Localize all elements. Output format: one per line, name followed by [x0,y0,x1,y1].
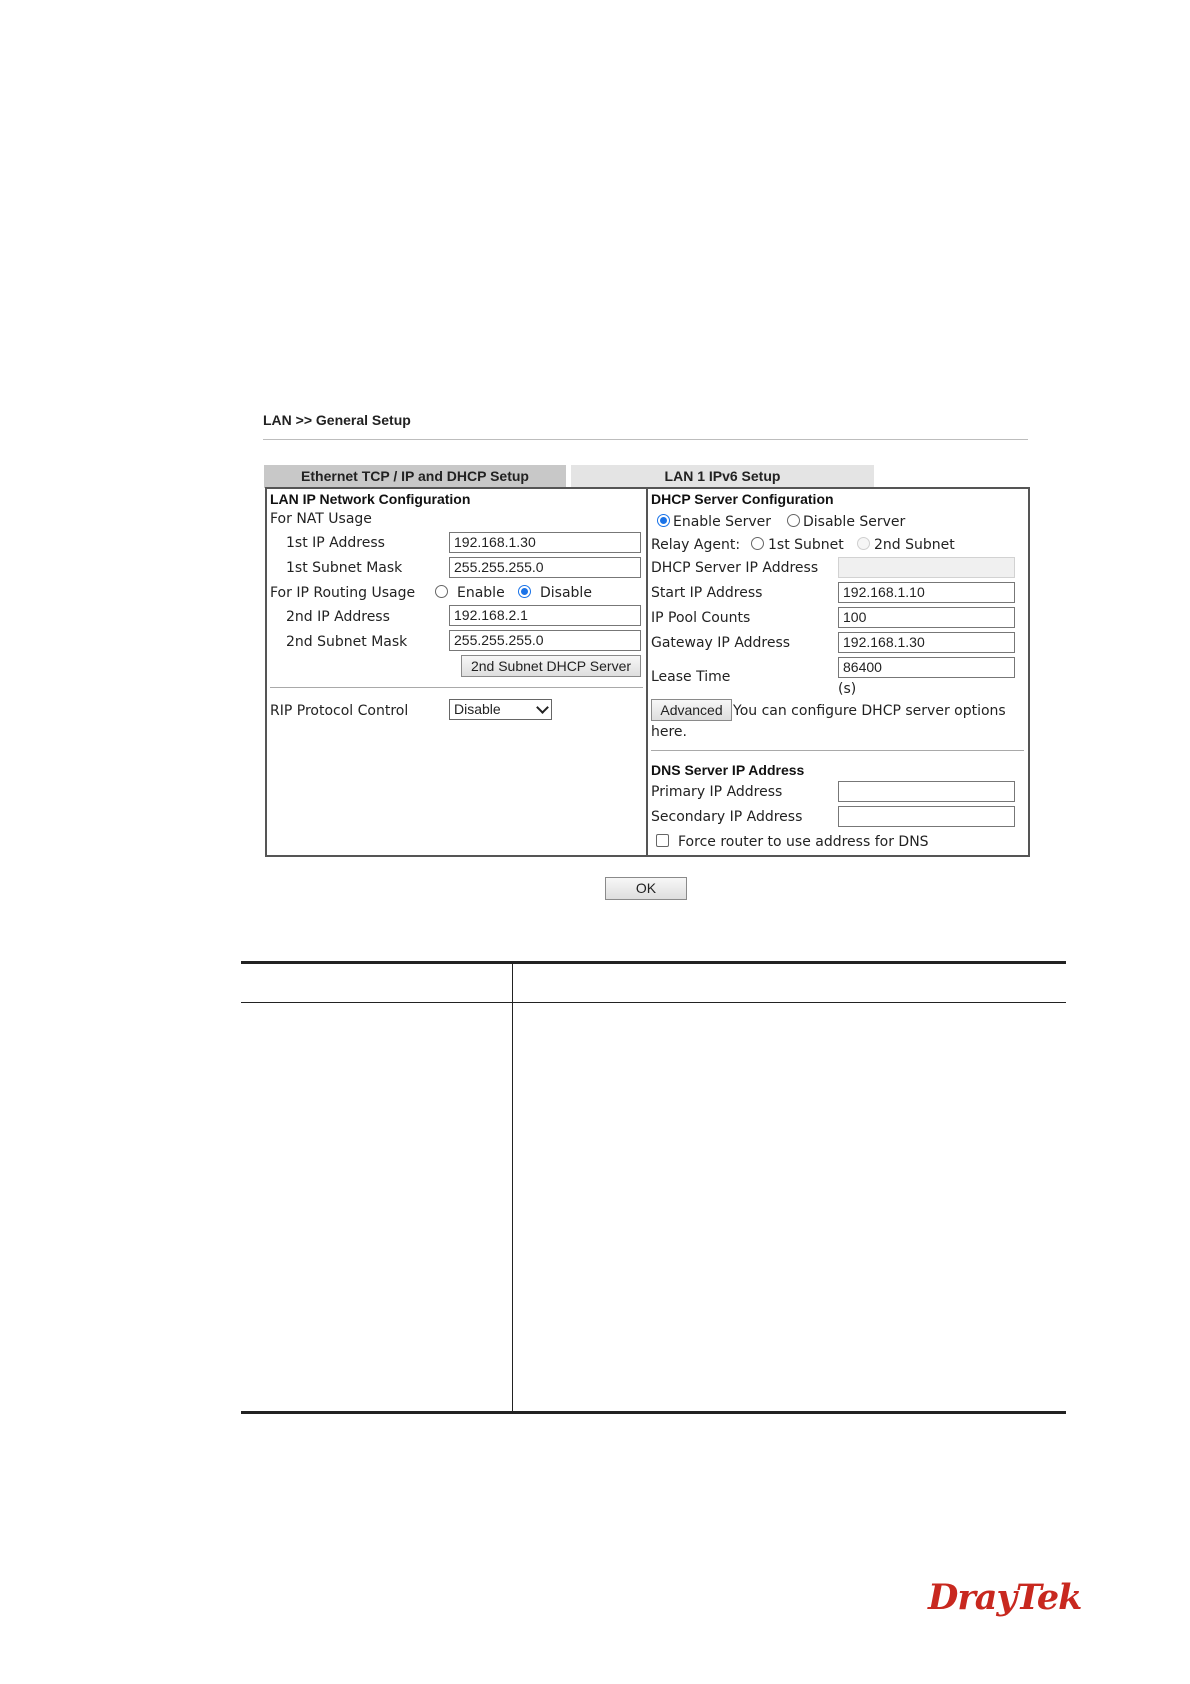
dns-heading: DNS Server IP Address [651,762,805,778]
relay-2nd-label: 2nd Subnet [874,537,955,553]
mask1-input[interactable]: 255.255.255.0 [449,557,641,578]
mask1-label: 1st Subnet Mask [286,560,403,576]
gateway-ip-input[interactable]: 192.168.1.30 [838,632,1015,653]
title-divider [263,439,1028,440]
routing-usage-label: For IP Routing Usage [270,585,416,601]
pool-counts-label: IP Pool Counts [651,610,751,626]
table-bottom-rule [241,1411,1066,1414]
server-ip-label: DHCP Server IP Address [651,560,819,576]
relay-agent-label: Relay Agent: [651,537,741,553]
ip1-input[interactable]: 192.168.1.30 [449,532,641,553]
start-ip-label: Start IP Address [651,585,763,601]
gateway-ip-label: Gateway IP Address [651,635,791,651]
lan-config-heading: LAN IP Network Configuration [270,491,471,507]
ip1-label: 1st IP Address [286,535,385,551]
lease-time-input[interactable]: 86400 [838,657,1015,678]
mask2-label: 2nd Subnet Mask [286,634,408,650]
rip-select-value: Disable [454,701,501,717]
draytek-logo: DrayTek [928,1577,1082,1618]
tab-ipv6-setup[interactable]: LAN 1 IPv6 Setup [571,465,874,488]
force-dns-checkbox[interactable] [656,834,669,847]
enable-server-label: Enable Server [673,514,772,530]
primary-dns-label: Primary IP Address [651,784,783,800]
rip-label: RIP Protocol Control [270,703,409,719]
routing-disable-radio[interactable] [518,585,531,598]
force-dns-label: Force router to use address for DNS [678,834,929,850]
secondary-dns-label: Secondary IP Address [651,809,803,825]
server-ip-input[interactable] [838,557,1015,578]
ip2-label: 2nd IP Address [286,609,390,625]
disable-server-radio[interactable] [787,514,800,527]
table-header-rule [241,1002,1066,1003]
enable-server-radio[interactable] [657,514,670,527]
routing-enable-label: Enable [457,585,505,601]
table-column-divider [512,963,513,1413]
pool-counts-input[interactable]: 100 [838,607,1015,628]
primary-dns-input[interactable] [838,781,1015,802]
table-top-rule [241,961,1066,964]
ok-button[interactable]: OK [605,877,687,900]
start-ip-input[interactable]: 192.168.1.10 [838,582,1015,603]
ip2-input[interactable]: 192.168.2.1 [449,605,641,626]
advanced-help-text: You can configure DHCP server options [733,703,1006,719]
mask2-input[interactable]: 255.255.255.0 [449,630,641,651]
page-title: LAN >> General Setup [263,412,411,428]
lease-time-label: Lease Time [651,669,731,685]
tab-ethernet-dhcp[interactable]: Ethernet TCP / IP and DHCP Setup [264,465,566,488]
relay-1st-label: 1st Subnet [768,537,844,553]
advanced-button[interactable]: Advanced [651,699,732,721]
rip-select[interactable] [449,699,552,720]
advanced-help-text-2: here. [651,724,687,740]
disable-server-label: Disable Server [803,514,906,530]
second-subnet-dhcp-button[interactable]: 2nd Subnet DHCP Server [461,655,641,677]
secondary-dns-input[interactable] [838,806,1015,827]
routing-enable-radio[interactable] [435,585,448,598]
relay-1st-radio[interactable] [751,537,764,550]
dhcp-section-divider [651,750,1024,751]
lease-unit: (s) [838,681,857,697]
relay-2nd-radio[interactable] [857,537,870,550]
lan-section-divider [270,687,643,688]
nat-usage-label: For NAT Usage [270,511,372,527]
chevron-down-icon [536,701,549,714]
dhcp-config-heading: DHCP Server Configuration [651,491,834,507]
routing-disable-label: Disable [540,585,592,601]
